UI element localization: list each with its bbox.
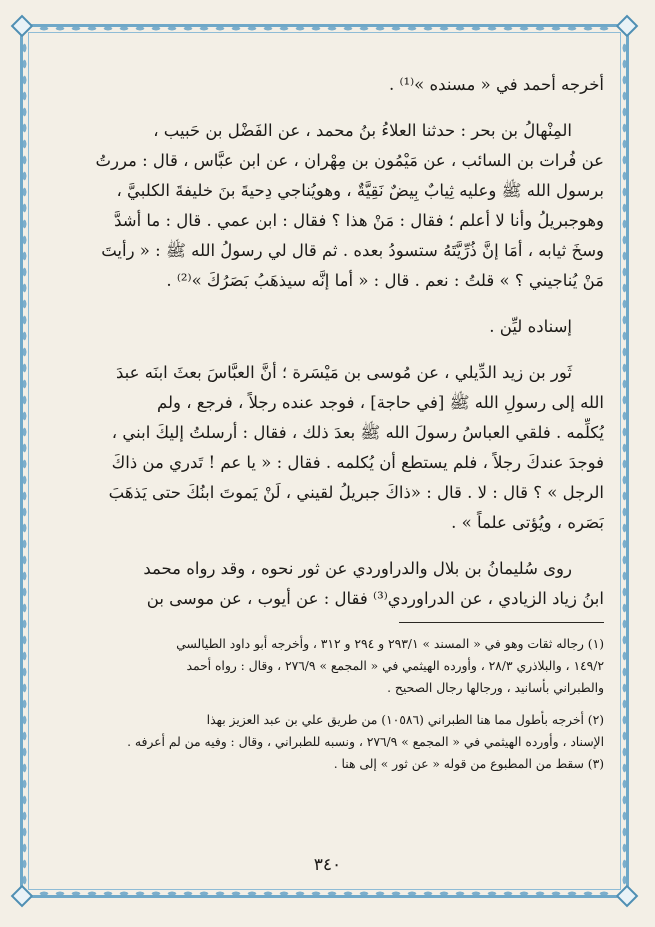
paragraph-line: مَنْ يُناجيني ؟ » قلتُ : نعم . قال : « أما إنَّه سيذهَبُ بَصَرُكَ »⁽²⁾ . [166, 271, 604, 290]
paragraph-4 [58, 358, 604, 538]
footnote-line: والطبراني بأسانيد ، ورجالها رجال الصحيح . [387, 681, 604, 695]
footnote-line: ١٤٩/٢ ، والبلاذري ٢٨/٣ ، وأورده الهيثمي في « المجمع » ٢٧٦/٩ ، وقال : رواه أحمد [186, 659, 604, 673]
paragraph-line: ثَور بن زيد الدِّيلي ، عن مُوسى بن مَيْسَرة ؛ أنَّ العبَّاسَ بعثَ ابنَه عبدَ [116, 363, 572, 382]
footnote-line: (٣) سقط من المطبوع من قوله « عن ثور » إلى هنا . [333, 757, 604, 771]
footnote-line: الإسناد ، وأورده الهيثمي في « المجمع » ٢٧٦/٩ ، ونسبه للطبراني ، وقال : وفيه من لم أعرفه . [127, 735, 604, 749]
paragraph-line: إسناده ليِّن . [489, 317, 572, 336]
paragraph-line: ابنُ زياد الزيادي ، عن الدراوردي⁽³⁾ فقال : عن أيوب ، عن موسى بن [146, 589, 604, 608]
paragraph-line: فوجدَ عندكَ رجلاً ، فلم يستطع أن يُكلمه . فقال : « يا عم ! تَدري من ذاكَ [111, 453, 604, 472]
paragraph-2 [58, 116, 604, 296]
border-chain-left [21, 40, 28, 885]
paragraph-5 [58, 554, 604, 614]
page-number: ٣٤٠ [313, 855, 342, 875]
paragraph-line: وسخَ ثيابه ، أمَا إنَّ ذُرِّيَّتَهُ ستسودُ بعده . ثم قال لي رسولُ الله ﷺ : « رأيتَ [101, 241, 604, 260]
paragraph-line: يُكلِّمه . فلقي العباسُ رسولَ الله ﷺ بعدَ ذلك ، فقال : أرسلتُ إليكَ ابني ، [111, 423, 604, 442]
border-chain-right [621, 40, 628, 885]
footnote-2 [58, 709, 604, 753]
paragraph-line: المِنْهالُ بن بحر : حدثنا العلاءُ بنُ محمد ، عن الفَضْل بن حَبيب ، [153, 121, 572, 140]
paragraph-3 [58, 312, 604, 342]
paragraph-line: الله إلى رسولِ الله ﷺ [في حاجة] ، فوجد عنده رجلاً ، فرجع ، ولم [157, 393, 604, 412]
footnote-line: (١) رجاله ثقات وهو في « المسند » ٢٩٣/١ و ٢٩٤ و ٣١٢ ، وأخرجه أبو داود الطيالسي [176, 637, 604, 651]
footnote-3 [58, 753, 604, 775]
paragraph-line: روى سُليمانُ بن بلال والدراوردي عن ثور نحوه ، وقد رواه محمد [143, 559, 572, 578]
footnote-separator [399, 622, 604, 623]
paragraph-line: وهوجبريلُ وأنا لا أعلم ؛ فقال : مَنْ هذا ؟ فقال : ابن عمي . قال : ما أشدَّ [114, 211, 604, 230]
paragraph-line: بَصَره ، ويُؤتى علماً » . [451, 513, 604, 532]
border-chain-top [36, 25, 614, 32]
paragraph-1 [58, 70, 604, 100]
paragraph-line: برسول الله ﷺ وعليه ثِيابٌ بِيضٌ نَقِيَّةٌ ، وهويُناجي دِحيةَ بنَ خليفةَ الكلبيَّ ، [116, 181, 604, 200]
paragraph-line: عن فُرات بن السائب ، عن مَيْمُون بن مِهْران ، عن ابن عبَّاس ، قال : مررتُ [95, 151, 604, 170]
paragraph-line: الرجل » ؟ قال : لا . قال : «ذاكَ جبريلُ لقيني ، لَنْ يَموتَ ابنُكَ حتى يَذهَبَ [108, 483, 604, 502]
paragraph-line: أخرجه أحمد في « مسنده »⁽¹⁾ . [388, 75, 604, 94]
page-content [58, 70, 604, 860]
footnote-1 [58, 633, 604, 699]
border-chain-bottom [36, 890, 614, 897]
footnote-line: (٢) أخرجه بأطول مما هنا الطبراني (١٠٥٨٦) من طريق علي بن عبد العزيز بهذا [206, 713, 604, 727]
